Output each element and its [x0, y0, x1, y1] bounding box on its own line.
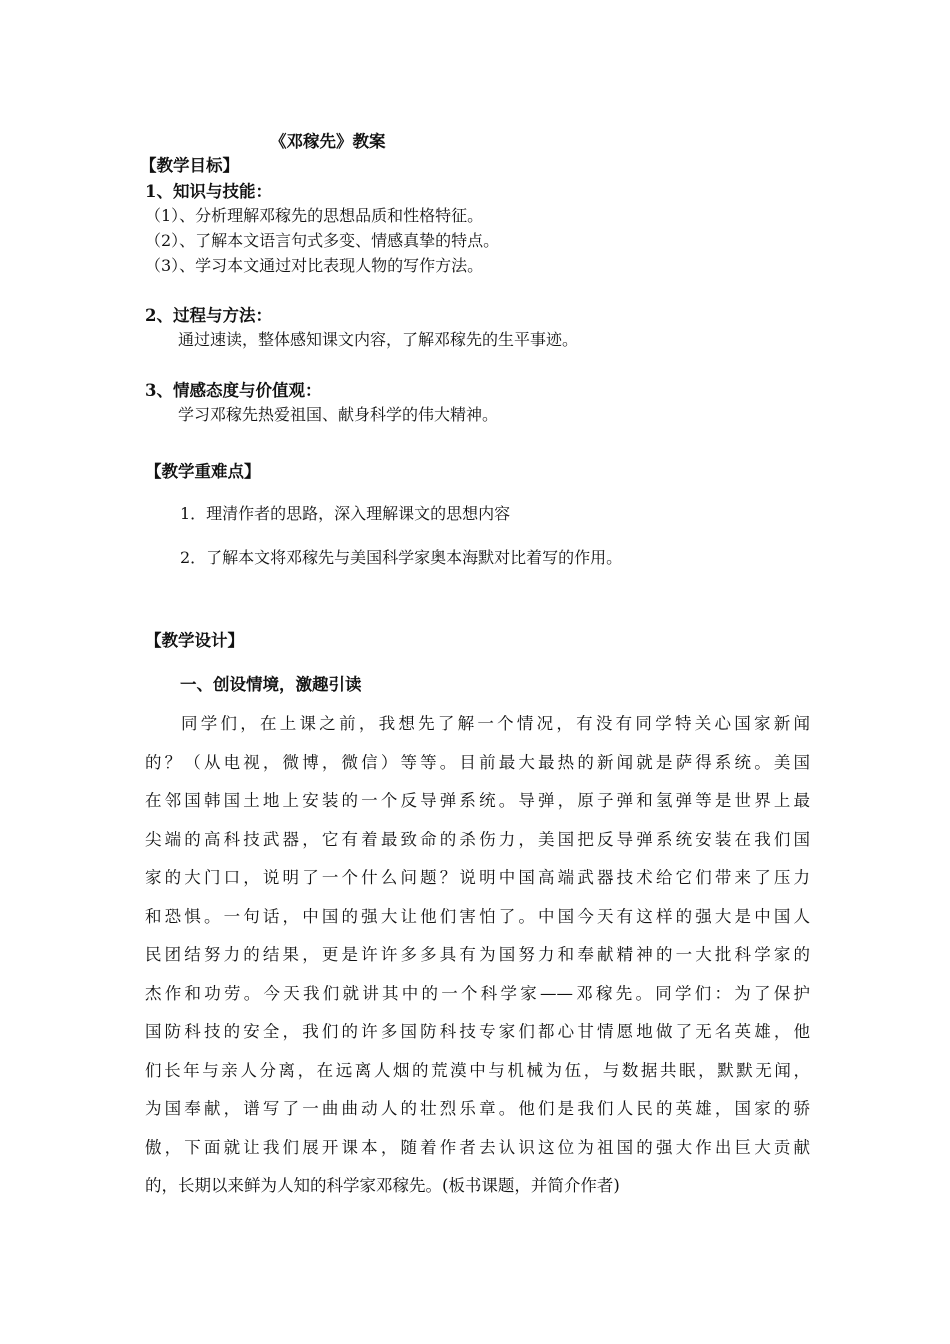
process-method-title: 2、过程与方法： — [145, 306, 272, 325]
intro-paragraph — [145, 705, 810, 1206]
keypoint-item: 1．理清作者的思路，深入理解课文的思想内容 — [180, 504, 511, 523]
paragraph-line: 杰作和功劳。今天我们就讲其中的一个科学家——邓稼先。同学们：为了保护 — [145, 983, 810, 1003]
design-heading: 【教学设计】 — [145, 631, 244, 650]
paragraph-line: 在邻国韩国土地上安装的一个反导弹系统。导弹，原子弹和氢弹等是世界上最 — [145, 791, 810, 810]
paragraph-line: 的，长期以来鲜为人知的科学家邓稼先。(板书课题，并简介作者) — [145, 1176, 620, 1195]
document-title: 《邓稼先》教案 — [270, 132, 386, 151]
keypoint-item: 2．了解本文将邓稼先与美国科学家奥本海默对比着写的作用。 — [180, 548, 623, 567]
knowledge-skills-title: 1、知识与技能： — [145, 182, 272, 201]
paragraph-line: 尖端的高科技武器，它有着最致命的杀伤力，美国把反导弹系统安装在我们国 — [145, 829, 810, 849]
paragraph-line: 家的大门口，说明了一个什么问题？说明中国高端武器技术给它们带来了压力 — [145, 868, 810, 887]
paragraph-line: 傲，下面就让我们展开课本，随着作者去认识这位为祖国的强大作出巨大贡献 — [145, 1137, 810, 1157]
design-subheading: 一、创设情境，激趣引读 — [180, 675, 362, 694]
paragraph-line: 的？（从电视，微博，微信）等等。目前最大最热的新闻就是萨得系统。美国 — [145, 752, 810, 772]
paragraph-line: 为国奉献，谱写了一曲曲动人的壮烈乐章。他们是我们人民的英雄，国家的骄 — [145, 1099, 810, 1118]
objective-item: （3）、学习本文通过对比表现人物的写作方法。 — [145, 256, 484, 275]
paragraph-line: 民团结努力的结果，更是许许多多具有为国努力和奉献精神的一大批科学家的 — [145, 945, 810, 964]
attitude-values-text: 学习邓稼先热爱祖国、献身科学的伟大精神。 — [178, 405, 499, 424]
keypoints-heading: 【教学重难点】 — [145, 462, 261, 481]
attitude-values-title: 3、情感态度与价值观： — [145, 381, 322, 400]
paragraph-line: 国防科技的安全，我们的许多国防科技专家们都心甘情愿地做了无名英雄，他 — [145, 1022, 810, 1041]
objective-item: （1）、分析理解邓稼先的思想品质和性格特征。 — [145, 206, 484, 225]
paragraph-line: 和恐惧。一句话，中国的强大让他们害怕了。中国今天有这样的强大是中国人 — [145, 906, 810, 926]
paragraph-line: 同学们，在上课之前，我想先了解一个情况，有没有同学特关心国家新闻 — [181, 714, 810, 733]
process-method-text: 通过速读，整体感知课文内容，了解邓稼先的生平事迹。 — [178, 330, 579, 349]
objectives-heading: 【教学目标】 — [140, 156, 239, 175]
paragraph-line: 们长年与亲人分离，在远离人烟的荒漠中与机械为伍，与数据共眠，默默无闻， — [145, 1060, 810, 1080]
objective-item: （2）、了解本文语言句式多变、情感真挚的特点。 — [145, 231, 500, 250]
